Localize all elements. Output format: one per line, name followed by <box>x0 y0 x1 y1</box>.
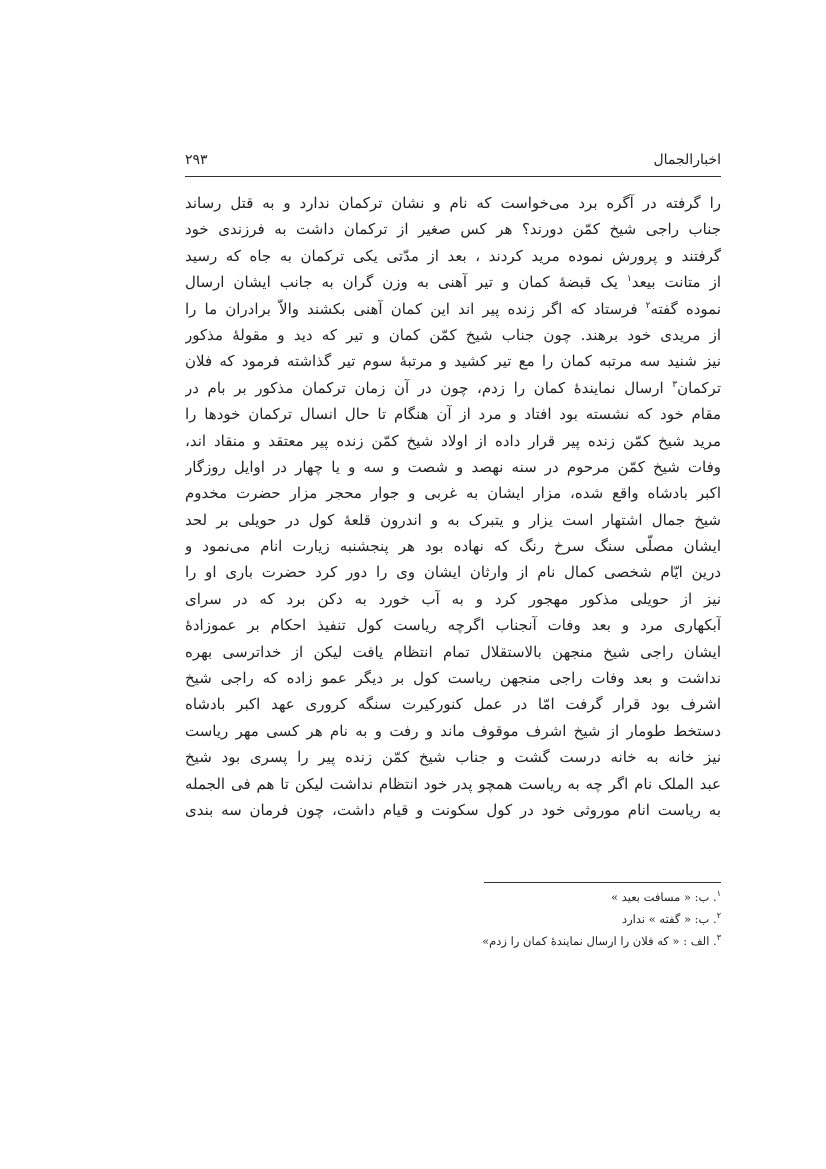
text-segment: ارسال نمایندهٔ کمان را زدم، چون در آن زمان ترکمان مذکور بر بام در <box>185 378 673 397</box>
text-line: درین ایّام شخصی کمال نام از وارثان ایشان وی را دور کرد حضرت باری او را <box>185 563 721 582</box>
text-line: شیخ جمال اشتهار است یزار و یتبرک به و اندرون قلعهٔ کول در حویلی بر لحد <box>185 510 721 529</box>
text-line: دستخط طومار از شیخ اشرف موقوف ماند و رفت و به نام هر کسی مهر ریاست <box>185 721 721 740</box>
body-text <box>185 190 721 823</box>
text-line <box>185 296 721 322</box>
footnote-reference[interactable]: ۳ <box>672 379 678 390</box>
footnote-number: ۳ <box>716 933 721 943</box>
text-line: نداشت و بعد وفات راجی منجهن ریاست کول بر دیگر عمو زاده که راجی شیخ <box>185 669 721 688</box>
text-line: مقام خود که نشسته بود افتاد و مرد از آن هنگام تا حال انسال ترکمان خودها را <box>185 405 721 424</box>
text-segment: یک قبضهٔ کمان و تیر آهنی به وزن گران به جانب ایشان ارسال <box>185 273 627 292</box>
footnote <box>185 886 721 908</box>
text-line <box>185 375 721 401</box>
text-line: از مریدی خود برهند. چون جناب شیخ کمّن کمان و تیر که دید و مقولهٔ مذکور <box>185 325 721 344</box>
text-line: ایشان راجی شیخ منجهن بالاستقلال تمام انتظام یافت لیکن از خداترسی بهره <box>185 642 721 661</box>
text-segment: نموده گفته <box>650 299 721 318</box>
footnote-number: ۲ <box>716 911 721 921</box>
footnote <box>185 930 721 952</box>
footnote-reference[interactable]: ۲ <box>645 300 651 311</box>
footnote-text: . الف : « که فلان را ارسال نمایندهٔ کمان را زدم» <box>482 934 717 948</box>
text-line: جناب راجی شیخ کمّن دورند؟ هر کس صغیر از ترکمان داشت به فرزندی خود <box>185 220 721 239</box>
text-line <box>185 269 721 295</box>
footnotes <box>185 886 721 952</box>
text-line: گرفتند و پرورش نموده مرید کردند ، بعد از مدّتی یکی ترکمان به جاه که رسید <box>185 246 721 265</box>
text-segment: ترکمان <box>677 378 721 397</box>
page-number: ۲۹۳ <box>185 152 208 168</box>
text-line: آبکهاری مرد و بعد وفات آنجناب اگرچه ریاست کول تنفیذ احکام بر عموزادهٔ <box>185 616 721 635</box>
text-segment: فرستاد که اگر زنده پیر اند این کمان آهنی بکشند والاّ برادران ما را <box>185 299 646 318</box>
footnote-rule <box>484 882 721 883</box>
footnote-reference[interactable]: ۱ <box>626 274 632 285</box>
text-line: نیز از حویلی مذکور مهجور کرد و به آب خورد به دکن برد که در سرای <box>185 589 721 608</box>
text-line: به ریاست انام موروثی خود در کول سکونت و قیام داشت، چون فرمان سه بندی <box>185 800 721 819</box>
footnote <box>185 908 721 930</box>
text-line: ایشان مصلّی سنگ سرخ رنگ که نهاده بود هر پنجشنبه زیارت انام می‌نمود و <box>185 537 721 556</box>
footnote-text: . ب: « گفته » ندارد <box>621 912 717 926</box>
text-line: نیز شنید سه مرتبه کمان را مع تیر کشید و مرتبهٔ سوم تیر گذاشته فرمود که فلان <box>185 352 721 371</box>
text-line: عبد الملک نام اگر چه به ریاست همچو پدر خود انتظام نداشت لیکن تا هم فی الجمله <box>185 774 721 793</box>
header-rule <box>185 176 721 177</box>
footnote-number: ۱ <box>716 889 721 899</box>
text-line: اشرف بود قرار گرفت امّا در عمل کنورکیرت سنگه کروری عهد اکبر بادشاه <box>185 695 721 714</box>
text-line: وفات شیخ کمّن مرحوم در سنه نهصد و شصت و سه و یا چهار در اوایل روزگار <box>185 457 721 476</box>
running-title: اخبارالجمال <box>653 152 721 168</box>
footnote-text: . ب: « مسافت بعید » <box>611 890 717 904</box>
running-header <box>185 148 721 174</box>
text-segment: از متانت بیعد <box>631 273 721 292</box>
text-line: اکبر بادشاه واقع شده، مزار ایشان به غربی و جوار محجر مزار حضرت مخدوم <box>185 484 721 503</box>
text-line: مرید شیخ کمّن زنده پیر قرار داده از اولاد شیخ کمّن زنده پیر معتقد و منقاد اند، <box>185 431 721 450</box>
text-line: نیز خانه به خانه درست گشت و جناب شیخ کمّن زنده پیر را پسری بود شیخ <box>185 748 721 767</box>
text-line: را گرفته در آگره برد می‌خواست که نام و نشان ترکمان ندارد و به قتل رساند <box>185 194 721 212</box>
